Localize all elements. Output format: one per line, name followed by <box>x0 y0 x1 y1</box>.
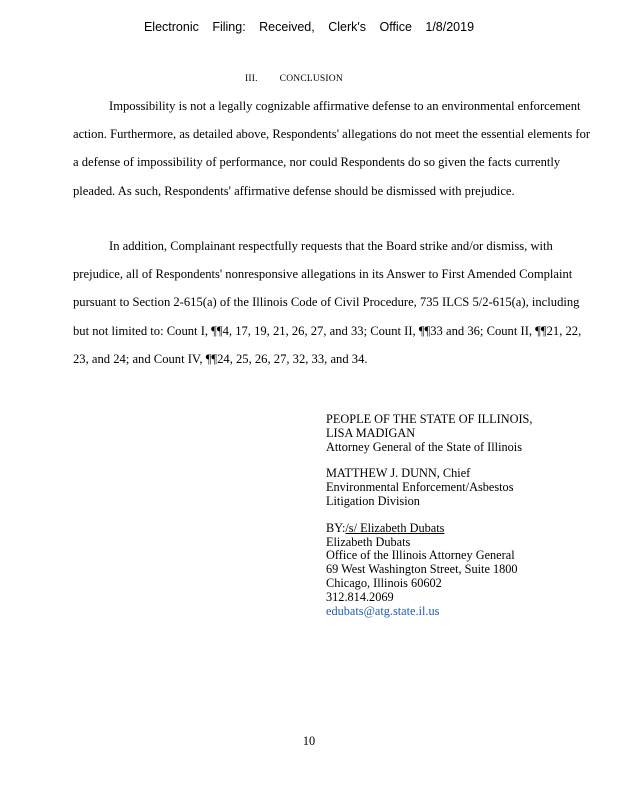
signer-street: 69 West Washington Street, Suite 1800 <box>326 562 518 577</box>
page-number: 10 <box>302 734 316 748</box>
chief-line-2: Environmental Enforcement/Asbestos <box>326 480 514 495</box>
party-line-1: PEOPLE OF THE STATE OF ILLINOIS, <box>326 412 533 426</box>
conclusion-paragraph-1 <box>73 92 593 205</box>
section-number: III. <box>245 74 258 84</box>
section-title: CONCLUSION <box>279 74 343 84</box>
by-label: BY: <box>326 520 346 535</box>
filing-stamp-header: Electronic Filing: Received, Clerk's Office 1/8/2019 <box>143 20 475 34</box>
section-heading <box>245 74 343 84</box>
signer-phone: 312.814.2069 <box>326 589 394 604</box>
chief-line-1: MATTHEW J. DUNN, Chief <box>326 466 471 481</box>
conclusion-paragraph-2 <box>73 232 593 373</box>
signer-office: Office of the Illinois Attorney General <box>326 548 515 563</box>
by-line <box>326 522 596 536</box>
electronic-signature: /s/ Elizabeth Dubats <box>345 520 445 535</box>
party-line-2: LISA MADIGAN <box>326 425 416 440</box>
party-line-3: Attorney General of the State of Illinois <box>326 439 523 454</box>
signer-name: Elizabeth Dubats <box>326 534 411 549</box>
chief-line-3: Litigation Division <box>326 493 420 508</box>
signature-block <box>326 413 596 618</box>
paragraph-1-text: Impossibility is not a legally cognizable affirmative defense to an environmental enforcement action. Furthermore, as detailed above, Respondents' allegations do not meet the essential elements for a defense of impossibility of performance, nor could Respondents do so given the facts currently pleaded. As such, Respondents' affirmative defense should be dismissed with prejudice. <box>73 99 591 198</box>
signer-email-link[interactable]: edubats@atg.state.il.us <box>326 603 440 618</box>
paragraph-2-text: In addition, Complainant respectfully requests that the Board strike and/or dismiss, with prejudice, all of Respondents' nonresponsive allegations in its Answer to First Amended Complaint pursuant to Section 2-615(a) of the Illinois Code of Civil Procedure, 735 ILCS 5/2-615(a), including but not limited to: Count I, ¶¶4, 17, 19, 21, 26, 27, and 33; Count II, ¶¶33 and 36; Count II, ¶¶21, 22, 23, and 24; and Count IV, ¶¶24, 25, 26, 27, 32, 33, and 34. <box>73 239 582 366</box>
signer-city: Chicago, Illinois 60602 <box>326 575 442 590</box>
